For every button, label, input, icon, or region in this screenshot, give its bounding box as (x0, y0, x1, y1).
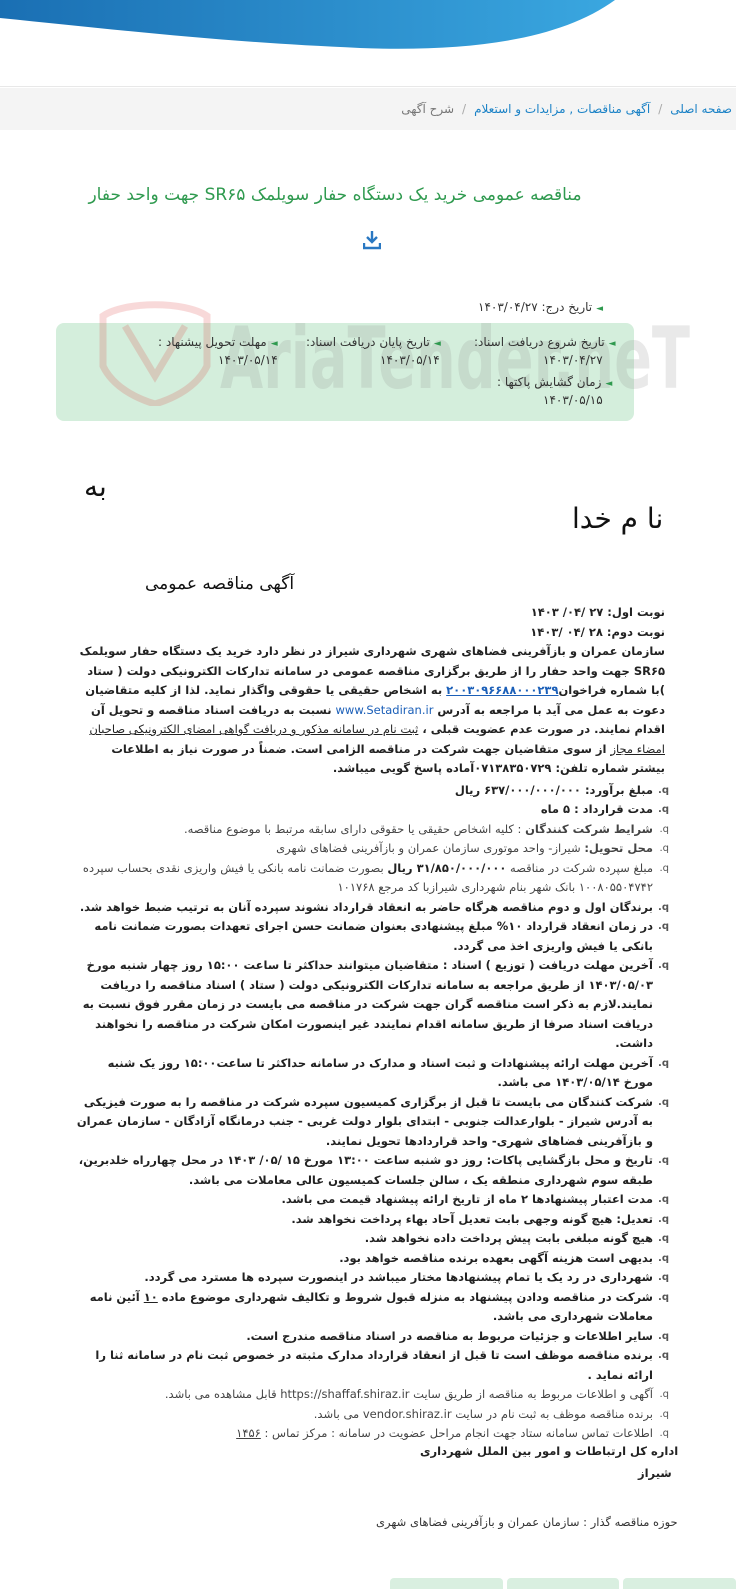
list-item: q. بدیهی است هزینه آگهی بعهده برنده مناقصه خواهد بود. (75, 1249, 665, 1269)
list-item: q. آخرین مهلت ارائه پیشنهادات و ثبت اسناد و مدارک در سامانه حداکثر تا ساعت۱۵:۰۰ روز یک شنبه مورخ ۱۴۰۳/۰۵/۱۴ می باشد. (75, 1054, 665, 1093)
conditions-list (75, 781, 665, 1444)
item-text: آئین نامه معاملات شهرداری می باشد. (89, 1289, 653, 1323)
header-divider (0, 86, 736, 87)
insert-date-row (478, 300, 603, 314)
item-label: محل تحویل: (584, 841, 653, 855)
arrow-icon: ◄ (270, 339, 278, 349)
watermark-logo (95, 296, 695, 406)
breadcrumb-category[interactable]: آگهی مناقصات , مزایدات و استعلام (474, 102, 651, 116)
item-text: مبلغ سپرده شرکت در مناقصه (506, 860, 653, 875)
intro-text-a: سازمان عمران و بازآفرینی فضاهای شهری شهرداری شیراز در نظر دارد خرید یک دستگاه حفار سویلمک SR۶۵ جهت واحد حفار را از طریق برگزاری مناقصه عمومی در سامانه تدارکات الکترونیکی دولت ( ستاد )با شماره فراخوان (79, 644, 665, 697)
list-item: q. آگهی و اطلاعات مربوط به مناقصه از طریق سایت https://shaffaf.shiraz.ir قابل مشاهده می باشد. (75, 1385, 665, 1405)
doc-start-label-row (474, 335, 616, 349)
list-item (75, 1288, 665, 1327)
doc-end-label-row (306, 335, 441, 349)
tender-number-link[interactable]: ۲۰۰۳۰۹۶۶۸۸۰۰۰۲۳۹ (446, 683, 559, 697)
list-item: q. آخرین مهلت دریافت ( توزیع ) اسناد : متقاضیان میتوانند حداکثر تا ساعت ۱۵:۰۰ روز چهار شنبه مورخ ۱۴۰۳/۰۵/۰۳ از طریق مراجعه به سامانه تدارکات الکترونیکی دولت ( ستاد ) اسناد مناقصه را دریافت نمایند.لازم به ذکر است مناقصه گران جهت شرکت در مناقصه می بایست در زمان مقرر فوق نسبت به دریافت اسناد صرفا از طریق سامانه اقدام نمایندد غیر اینصورت امکان شرکت در مناقصه را نخواهند داشت. (75, 956, 665, 1054)
submit-deadline-label-row (158, 335, 278, 349)
download-icon[interactable] (363, 230, 381, 250)
announcement-subtitle: آگهی مناقصه عمومی (145, 574, 295, 594)
list-item: q. تعدیل: هیچ گونه وجهی بابت تعدیل آحاد بهاء پرداخت نخواهد شد. (75, 1210, 665, 1230)
item-text: شیراز- واحد موتوری سازمان عمران و بازآفرینی فضاهای شهری (276, 841, 585, 855)
list-item: q. برنده مناقصه موظف است تا قبل از انعقاد قرارداد مدارک مثبته در خصوص ثبت نام در سامانه ثنا را ارائه نماید . (75, 1346, 665, 1385)
list-item: q. مدت قرارداد : ۵ ماه (75, 800, 665, 820)
list-item: q. شرکت کنندگان می بایست تا قبل از برگزاری کمیسیون سپرده شرکت در مناقصه را به صورت فیزیکی به آدرس شیراز - بلوارعدالت جنوبی - ابتدای بلوار دولت غربی - جنب درمانگاه آزادگان - سازمان عمران و بازآفرینی فضاهای شهری- واحد قراردادها تحویل نمایند. (75, 1093, 665, 1152)
breadcrumb-home[interactable]: صفحه اصلی (670, 102, 732, 116)
item-text: : کلیه اشخاص حقیقی یا حقوقی دارای سابقه مرتبط با موضوع مناقصه. (184, 821, 526, 836)
item-amount: ۳۱/۸۵۰/۰۰۰/۰۰۰ ریال (387, 860, 507, 875)
opening-label: زمان گشایش پاکتها : (497, 375, 602, 389)
list-item (75, 839, 665, 859)
header-wave (0, 0, 736, 60)
breadcrumb-separator: / (658, 102, 663, 116)
intro-paragraph (75, 642, 665, 779)
list-item (75, 820, 665, 840)
list-item: q. سایر اطلاعات و جزئیات مربوط به مناقصه در اسناد مناقصه مندرج است. (75, 1327, 665, 1347)
doc-start-label: تاریخ شروع دریافت اسناد: (474, 335, 605, 349)
list-item: q. شهرداری در رد یک یا تمام پیشنهادها مختار میباشد در اینصورت سپرده ها مسترد می گردد. (75, 1268, 665, 1288)
heading-be: به (84, 470, 107, 503)
insert-date-label: تاریخ درج: (541, 300, 593, 314)
bottom-tab[interactable] (623, 1578, 736, 1589)
item-text: اطلاعات تماس سامانه ستاد جهت انجام مراحل عضویت در سامانه : مرکز تماس : (260, 1426, 653, 1440)
doc-start-value: ۱۴۰۳/۰۴/۲۷ (543, 353, 603, 367)
list-item: q. برندگان اول و دوم مناقصه هرگاه حاضر به انعقاد قرارداد نشوند سپرده آنان به ترتیب ضبط خواهد شد. (75, 898, 665, 918)
opening-value: ۱۴۰۳/۰۵/۱۵ (543, 393, 603, 407)
svg-text:AriaTender.neT: AriaTender.neT (220, 309, 691, 406)
intro-text-b: به اشخاص حقیقی یا حقوقی واگذار نماید. لذا از کلیه متقاضیان دعوت به عمل می آید با مراجعه به آدرس (85, 683, 665, 717)
opening-label-row (497, 375, 612, 389)
arrow-icon: ◄ (608, 339, 616, 349)
submit-deadline-label: مهلت تحویل پیشنهاد : (158, 335, 267, 349)
doc-end-value: ۱۴۰۳/۰۵/۱۴ (380, 353, 440, 367)
call-center-number[interactable]: ۱۴۵۶ (236, 1426, 261, 1440)
bottom-tab[interactable] (390, 1578, 503, 1589)
list-item: q. مدت اعتبار پیشنهادها ۲ ماه از تاریخ ارائه پیشنهاد قیمت می باشد. (75, 1190, 665, 1210)
list-item: q. در زمان انعقاد قرارداد ۱۰% مبلغ پیشنهادی بعنوان ضمانت حسن اجرای تعهدات بصورت ضمانت نامه بانکی یا فیش واریزی اخذ می گردد. (75, 917, 665, 956)
list-item: q. تاریخ و محل بازگشایی پاکات: روز دو شنبه ساعت ۱۳:۰۰ مورخ ۱۵ /۰۵/ ۱۴۰۳ در محل چهارراه خلدبرین، طبقه سوم شهرداری منطقه یک ، سالن جلسات کمیسیون عالی معاملات می باشد. (75, 1151, 665, 1190)
list-item: q. هیچ گونه مبلغی بابت پیش پرداخت داده نخواهد شد. (75, 1229, 665, 1249)
list-item (75, 859, 665, 898)
tender-domain: حوزه مناقصه گذار : سازمان عمران و بازآفرینی فضاهای شهری (376, 1515, 678, 1529)
arrow-icon: ◄ (596, 304, 604, 314)
item-text: شرکت در مناقصه ودادن پیشنهاد به منزله قبول شروط و تکالیف شهرداری موضوع ماده (157, 1289, 653, 1304)
insert-date-value: ۱۴۰۳/۰۴/۲۷ (478, 300, 538, 314)
item-label: شرایط شرکت کنندگان (525, 821, 653, 836)
item-text: بصورت ضمانت نامه بانکی یا فیش واریزی نقدی بحساب سپرده ۱۰۰۸۰۵۵۰۴۷۴۲ بانک شهر بنام شهرداری شیرازبا کد مرجع ۱۰۱۷۶۸ (82, 860, 653, 894)
list-item: q. مبلغ برآورد: ۶۳۷/۰۰۰/۰۰۰/۰۰۰ ریال (75, 781, 665, 801)
bottom-tab[interactable] (507, 1578, 620, 1589)
breadcrumb-separator: / (462, 102, 467, 116)
round-first: نوبت اول: ۲۷ /۰۴/ ۱۴۰۳ (530, 605, 665, 619)
list-item (75, 1424, 665, 1444)
signature-line-2: شیراز (638, 1466, 672, 1480)
arrow-icon: ◄ (605, 379, 613, 389)
doc-end-label: تاریخ پایان دریافت اسناد: (306, 335, 430, 349)
page-title: مناقصه عمومی خرید یک دستگاه حفار سویلمک SR۶۵ جهت واحد حفار (88, 185, 582, 205)
item-article-number: ۱۰ (143, 1289, 158, 1304)
breadcrumb-current: شرح آگهی (401, 102, 455, 116)
registration-link[interactable]: ثبت نام در سامانه مذکور و دریافت گواهی امضای الکترونیکی صاحبان امضاء مجاز (89, 722, 665, 756)
round-second: نوبت دوم: ۲۸ /۰۴ /۱۴۰۳ (530, 624, 665, 639)
arrow-icon: ◄ (433, 339, 441, 349)
announcement-body (75, 603, 665, 1444)
submit-deadline-value: ۱۴۰۳/۰۵/۱۴ (218, 353, 278, 367)
list-item: q. برنده مناقصه موظف به ثبت نام در سایت vendor.shiraz.ir می باشد. (75, 1405, 665, 1425)
heading-bename-khoda: نا م خدا (572, 502, 664, 535)
signature-line-1: اداره کل ارتباطات و امور بین الملل شهرداری (420, 1444, 679, 1458)
intro-text-c: نسبت به دریافت اسناد مناقصه و تحویل آن اقدام نمایند. در صورت عدم عضویت قبلی ، (91, 702, 665, 736)
intro-text-d: از سوی متقاضیان جهت شرکت در مناقصه الزامی است. ضمناً در صورت نیاز به اطلاعات بیشتر شماره تلفن: ۰۷۱۳۸۳۵۰۷۲۹آماده پاسخ گویی میباشد. (111, 741, 665, 775)
breadcrumb (0, 88, 736, 130)
setadiran-link[interactable]: www.Setadiran.ir (335, 702, 434, 717)
bottom-tabs (390, 1578, 736, 1589)
